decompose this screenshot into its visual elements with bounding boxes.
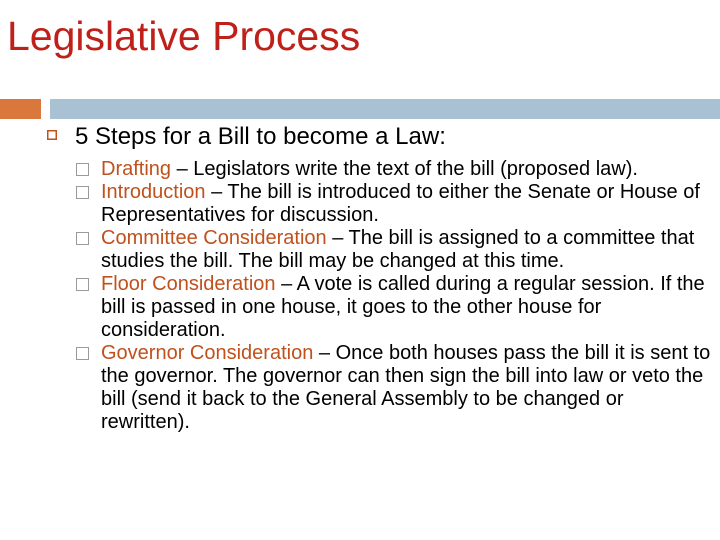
square-bullet-icon [47, 130, 57, 140]
accent-bar-orange [0, 99, 41, 119]
steps-list [73, 158, 713, 434]
square-bullet-icon [76, 347, 89, 360]
step-text: – A vote is called during a regular session. If the bill is passed in one house, it goes to the other house for consideration. [101, 273, 705, 341]
square-bullet-icon [76, 163, 89, 176]
step-name: Introduction [101, 181, 206, 203]
square-bullet-icon [76, 232, 89, 245]
accent-bar-blue [50, 99, 720, 119]
main-bullet-text: 5 Steps for a Bill to become a Law: [75, 123, 446, 150]
step-text: – The bill is introduced to either the Senate or House of Representatives for discussion. [101, 181, 700, 226]
step-text: – Once both houses pass the bill it is sent to the governor. The governor can then sign the bill into law or veto the bill (send it back to the General Assembly to be changed or rewritten). [101, 342, 711, 433]
square-bullet-icon [76, 278, 89, 291]
step-name: Drafting [101, 158, 172, 180]
step-item-governor-consideration [73, 342, 713, 434]
step-item-introduction [73, 181, 713, 227]
step-text: – Legislators write the text of the bill (proposed law). [171, 158, 638, 180]
step-item-floor-consideration [73, 273, 713, 342]
step-name: Committee Consideration [101, 227, 327, 249]
step-text: – The bill is assigned to a committee that studies the bill. The bill may be changed at this time. [101, 227, 695, 272]
square-bullet-icon [76, 186, 89, 199]
slide-title: Legislative Process [7, 13, 361, 59]
step-name: Floor Consideration [101, 273, 276, 295]
step-item-committee-consideration [73, 227, 713, 273]
step-item-drafting [73, 158, 713, 181]
step-name: Governor Consideration [101, 342, 314, 364]
